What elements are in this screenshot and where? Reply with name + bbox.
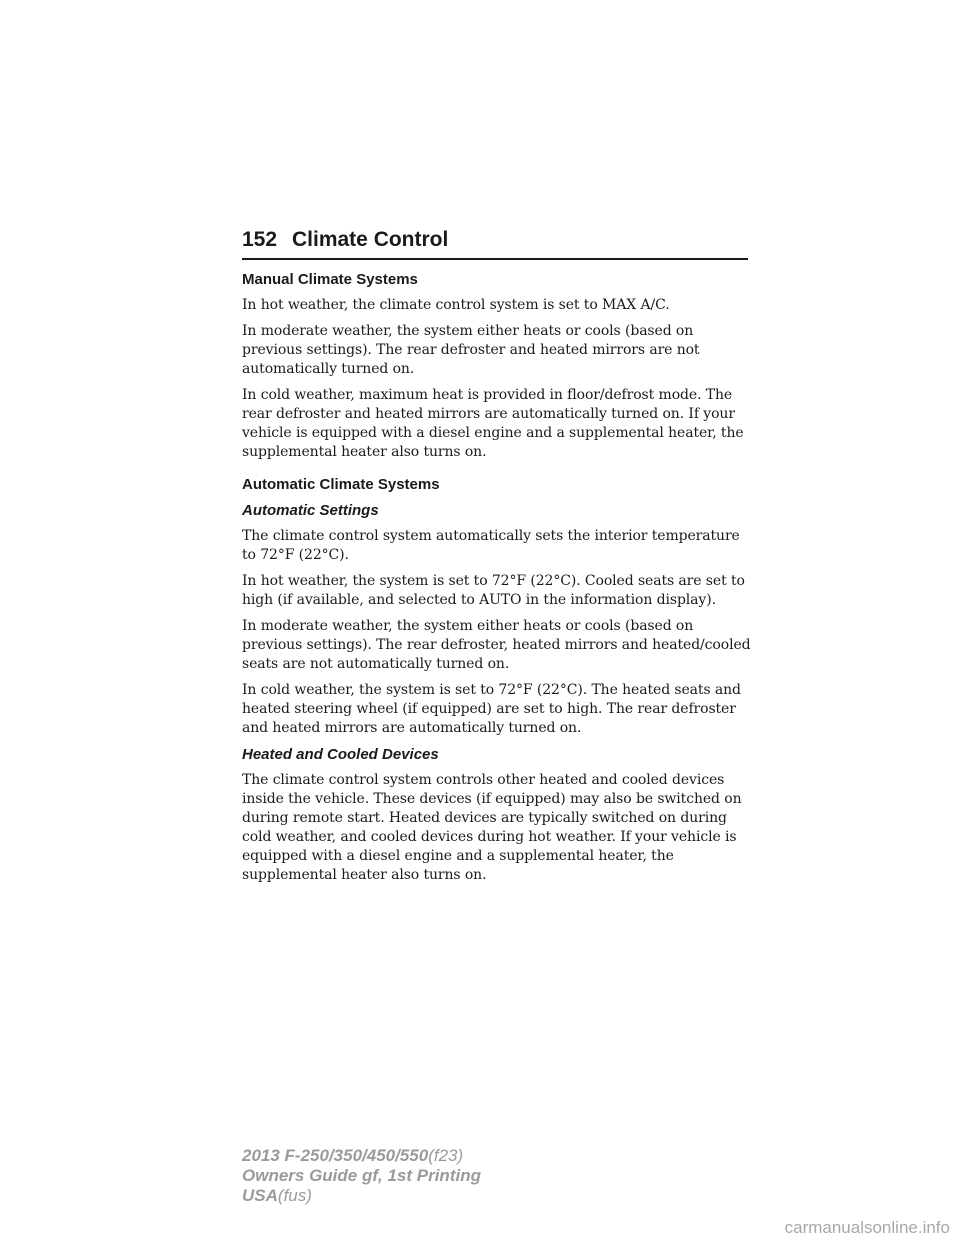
footer-line-model <box>242 1146 481 1166</box>
page-content <box>242 270 752 892</box>
auto-paragraph-moderate: In moderate weather, the system either heats or cools (based on previous settings). The rear defroster, heated mirrors and heated/cooled seats are not automatically turned on. <box>242 618 751 672</box>
manual-paragraph-cold: In cold weather, maximum heat is provided in floor/defrost mode. The rear defroster and heated mirrors are automatically turned on. If your vehicle is equipped with a diesel engine and a supplemental heater, the supplemental heater also turns on. <box>242 387 744 460</box>
footer-region: USA <box>242 1186 278 1205</box>
print-footer <box>242 1146 481 1206</box>
page-number: 152 <box>242 228 278 251</box>
automatic-climate-heading: Automatic Climate Systems <box>242 476 440 493</box>
manual-climate-heading: Manual Climate Systems <box>242 271 418 288</box>
footer-region-code: (fus) <box>277 1186 312 1205</box>
auto-paragraph-hot: In hot weather, the system is set to 72°F (22°C). Cooled seats are set to high (if available, and selected to AUTO in the information display). <box>242 573 745 608</box>
watermark: carmanualsonline.info <box>784 1218 950 1237</box>
footer-line-guide: Owners Guide gf, 1st Printing <box>242 1166 481 1185</box>
section-title: Climate Control <box>292 228 449 251</box>
heated-cooled-devices-heading: Heated and Cooled Devices <box>242 746 439 763</box>
devices-paragraph: The climate control system controls other heated and cooled devices inside the vehicle. These devices (if equipped) may also be switched on during remote start. Heated devices are typically switched on during cold weather, and cooled devices during hot weather. If your vehicle is equipped with a diesel engine and a supplemental heater, the supplemental heater also turns on. <box>242 772 742 883</box>
auto-paragraph-cold: In cold weather, the system is set to 72°F (22°C). The heated seats and heated steering wheel (if equipped) are set to high. The rear defroster and heated mirrors are automatically turned on. <box>242 682 741 736</box>
manual-paragraph-hot: In hot weather, the climate control system is set to MAX A/C. <box>242 297 670 313</box>
automatic-settings-heading: Automatic Settings <box>242 502 379 519</box>
manual-paragraph-moderate: In moderate weather, the system either heats or cools (based on previous settings). The rear defroster and heated mirrors are not automatically turned on. <box>242 323 700 377</box>
footer-model-code: (f23) <box>428 1146 464 1165</box>
auto-paragraph-default: The climate control system automatically sets the interior temperature to 72°F (22°C). <box>242 528 740 563</box>
footer-line-region <box>242 1186 481 1206</box>
page-header <box>242 228 748 260</box>
footer-model: 2013 F-250/350/450/550 <box>242 1146 429 1165</box>
